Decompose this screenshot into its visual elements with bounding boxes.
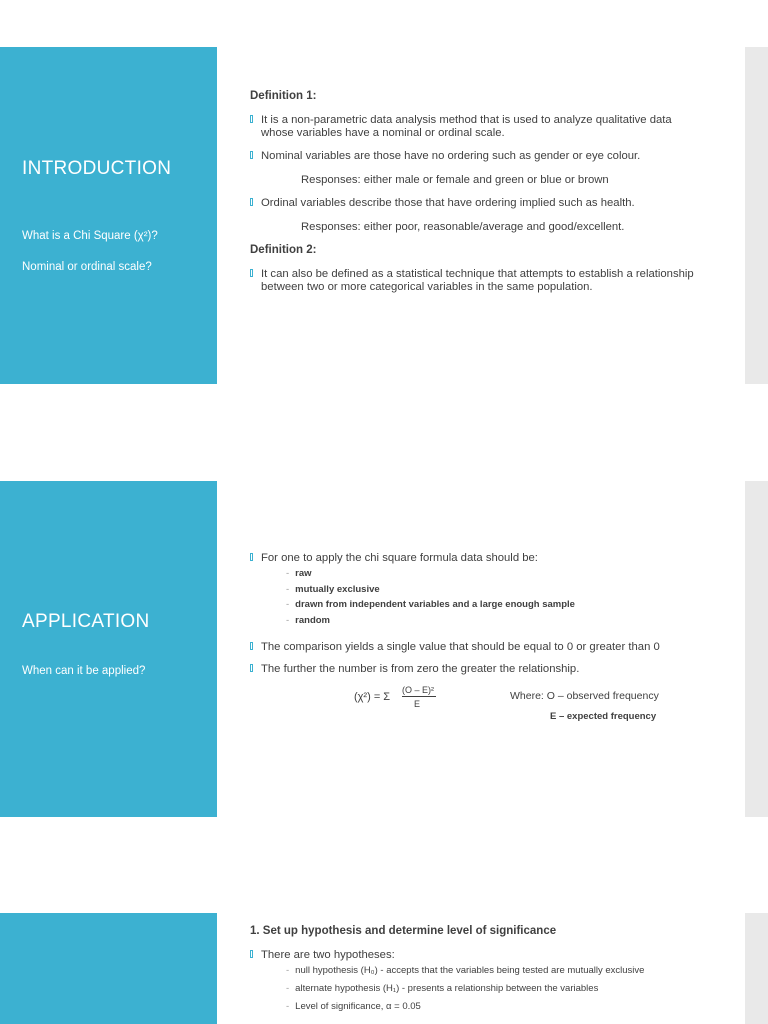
bullet-icon (250, 198, 253, 206)
bullet-text: There are two hypotheses: (261, 949, 395, 961)
list-item: - mutually exclusive (286, 584, 380, 595)
title-panel (0, 913, 217, 1024)
slide-introduction (0, 47, 768, 384)
scrollbar-strip (745, 913, 768, 1024)
scrollbar-strip (745, 481, 768, 817)
slide-content (250, 47, 710, 384)
bullet-icon (250, 115, 253, 123)
formula-numerator: (O – E)² (402, 685, 435, 695)
list-item: - drawn from independent variables and a large enough sample (286, 599, 575, 610)
bullet-text: For one to apply the chi square formula data should be: (261, 552, 538, 564)
step-heading: 1. Set up hypothesis and determine level of significance (250, 925, 557, 937)
list-item: - raw (286, 568, 312, 579)
response-2: Responses: either poor, reasonable/average and good/excellent. (301, 221, 625, 233)
title-panel (0, 481, 217, 817)
bullet-text: The further the number is from zero the greater the relationship. (261, 663, 580, 675)
scrollbar-strip (745, 47, 768, 384)
bullet-text: Nominal variables are those have no ordering such as gender or eye colour. (261, 150, 641, 162)
list-item: - random (286, 615, 331, 626)
slide-content (250, 913, 710, 1024)
question-2: Nominal or ordinal scale? (22, 261, 152, 273)
bullet-text: Ordinal variables describe those that have ordering implied such as health. (261, 197, 635, 209)
slide-hypothesis (0, 913, 768, 1024)
slide-title: APPLICATION (22, 611, 150, 632)
formula-lhs: (χ²) = Σ (354, 691, 391, 703)
expected-frequency: E – expected frequency (550, 711, 657, 722)
slide-application (0, 481, 768, 817)
bullet-text: The comparison yields a single value that should be equal to 0 or greater than 0 (261, 641, 660, 653)
slide-title: INTRODUCTION (22, 158, 172, 179)
bullet-icon (250, 642, 253, 650)
question: When can it be applied? (22, 665, 146, 677)
definition-2-heading: Definition 2: (250, 244, 317, 256)
bullet-icon (250, 151, 253, 159)
bullet-icon (250, 553, 253, 561)
slide-content (250, 481, 710, 817)
formula-denominator: E (414, 699, 421, 709)
bullet-icon (250, 950, 253, 958)
list-item: - null hypothesis (H₀) - accepts that the variables being tested are mutually exclusive (286, 965, 645, 976)
definition-1-heading: Definition 1: (250, 90, 317, 102)
where-observed: Where: O – observed frequency (510, 690, 659, 702)
response-1: Responses: either male or female and green or blue or brown (301, 174, 609, 186)
formula-divider (402, 696, 436, 697)
bullet-text: It is a non-parametric data analysis method that is used to analyze qualitative data whose variables have a nominal or ordinal scale. (261, 114, 672, 139)
bullet-icon (250, 664, 253, 672)
bullet-text: It can also be defined as a statistical technique that attempts to establish a relationship between two or more categorical variables in the same population. (261, 268, 694, 293)
list-item: - alternate hypothesis (H₁) - presents a relationship between the variables (286, 983, 599, 994)
list-item: - Level of significance, α = 0.05 (286, 1001, 421, 1012)
question-1: What is a Chi Square (χ²)? (22, 230, 158, 242)
title-panel (0, 47, 217, 384)
bullet-icon (250, 269, 253, 277)
chi-square-formula (354, 687, 434, 717)
